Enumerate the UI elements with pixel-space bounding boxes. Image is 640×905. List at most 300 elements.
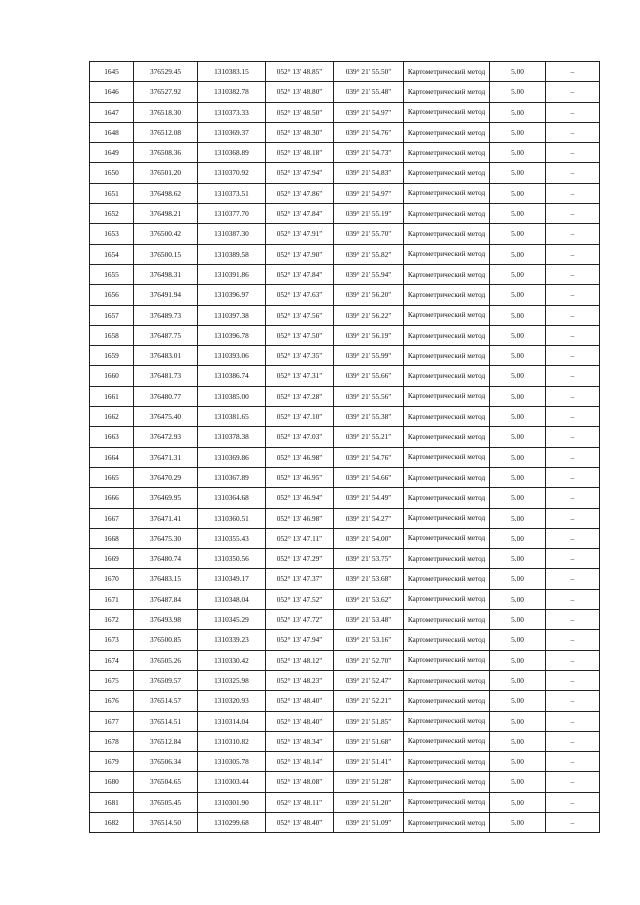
note-cell: – xyxy=(546,508,600,528)
latitude-cell: 052° 13' 47.35" xyxy=(266,346,334,366)
latitude-cell: 052° 13' 47.72" xyxy=(266,610,334,630)
latitude-cell: 052° 13' 47.11" xyxy=(266,528,334,548)
accuracy-cell: 5.00 xyxy=(490,183,546,203)
table-row xyxy=(90,224,600,244)
method-cell: Картометрический метод xyxy=(404,508,490,528)
point-number-cell: 1674 xyxy=(90,650,134,670)
x-coordinate-cell: 376487.75 xyxy=(134,325,198,345)
longitude-cell: 039° 21' 52.70" xyxy=(334,650,404,670)
y-coordinate-cell: 1310349.17 xyxy=(198,569,266,589)
note-cell: – xyxy=(546,630,600,650)
longitude-cell: 039° 21' 56.22" xyxy=(334,305,404,325)
table-row xyxy=(90,711,600,731)
point-number-cell: 1668 xyxy=(90,528,134,548)
x-coordinate-cell: 376509.57 xyxy=(134,670,198,690)
accuracy-cell: 5.00 xyxy=(490,102,546,122)
x-coordinate-cell: 376498.62 xyxy=(134,183,198,203)
accuracy-cell: 5.00 xyxy=(490,447,546,467)
longitude-cell: 039° 21' 55.66" xyxy=(334,366,404,386)
longitude-cell: 039° 21' 54.00" xyxy=(334,528,404,548)
longitude-cell: 039° 21' 53.48" xyxy=(334,610,404,630)
longitude-cell: 039° 21' 56.20" xyxy=(334,285,404,305)
y-coordinate-cell: 1310391.86 xyxy=(198,264,266,284)
method-cell: Картометрический метод xyxy=(404,122,490,142)
point-number-cell: 1678 xyxy=(90,731,134,751)
x-coordinate-cell: 376475.30 xyxy=(134,528,198,548)
x-coordinate-cell: 376508.36 xyxy=(134,143,198,163)
longitude-cell: 039° 21' 55.38" xyxy=(334,407,404,427)
method-cell: Картометрический метод xyxy=(404,528,490,548)
note-cell: – xyxy=(546,143,600,163)
accuracy-cell: 5.00 xyxy=(490,467,546,487)
latitude-cell: 052° 13' 47.84" xyxy=(266,264,334,284)
y-coordinate-cell: 1310377.70 xyxy=(198,204,266,224)
note-cell: – xyxy=(546,467,600,487)
latitude-cell: 052° 13' 48.80" xyxy=(266,82,334,102)
y-coordinate-cell: 1310305.78 xyxy=(198,752,266,772)
note-cell: – xyxy=(546,305,600,325)
table-row xyxy=(90,508,600,528)
accuracy-cell: 5.00 xyxy=(490,407,546,427)
note-cell: – xyxy=(546,366,600,386)
method-cell: Картометрический метод xyxy=(404,427,490,447)
latitude-cell: 052° 13' 47.86" xyxy=(266,183,334,203)
x-coordinate-cell: 376470.29 xyxy=(134,467,198,487)
method-cell: Картометрический метод xyxy=(404,204,490,224)
method-cell: Картометрический метод xyxy=(404,366,490,386)
y-coordinate-cell: 1310303.44 xyxy=(198,772,266,792)
longitude-cell: 039° 21' 55.56" xyxy=(334,386,404,406)
note-cell: – xyxy=(546,569,600,589)
longitude-cell: 039° 21' 55.21" xyxy=(334,427,404,447)
latitude-cell: 052° 13' 48.50" xyxy=(266,102,334,122)
note-cell: – xyxy=(546,589,600,609)
method-cell: Картометрический метод xyxy=(404,569,490,589)
table-row xyxy=(90,752,600,772)
accuracy-cell: 5.00 xyxy=(490,346,546,366)
longitude-cell: 039° 21' 53.75" xyxy=(334,549,404,569)
point-number-cell: 1682 xyxy=(90,812,134,832)
accuracy-cell: 5.00 xyxy=(490,427,546,447)
x-coordinate-cell: 376500.15 xyxy=(134,244,198,264)
x-coordinate-cell: 376514.50 xyxy=(134,812,198,832)
method-cell: Картометрический метод xyxy=(404,792,490,812)
latitude-cell: 052° 13' 47.91" xyxy=(266,224,334,244)
y-coordinate-cell: 1310396.78 xyxy=(198,325,266,345)
accuracy-cell: 5.00 xyxy=(490,752,546,772)
note-cell: – xyxy=(546,528,600,548)
accuracy-cell: 5.00 xyxy=(490,630,546,650)
coordinates-table xyxy=(89,61,600,833)
x-coordinate-cell: 376505.26 xyxy=(134,650,198,670)
method-cell: Картометрический метод xyxy=(404,650,490,670)
x-coordinate-cell: 376501.20 xyxy=(134,163,198,183)
method-cell: Картометрический метод xyxy=(404,488,490,508)
longitude-cell: 039° 21' 55.94" xyxy=(334,264,404,284)
x-coordinate-cell: 376481.73 xyxy=(134,366,198,386)
note-cell: – xyxy=(546,285,600,305)
method-cell: Картометрический метод xyxy=(404,62,490,82)
x-coordinate-cell: 376500.42 xyxy=(134,224,198,244)
point-number-cell: 1669 xyxy=(90,549,134,569)
longitude-cell: 039° 21' 53.68" xyxy=(334,569,404,589)
table-row xyxy=(90,82,600,102)
point-number-cell: 1662 xyxy=(90,407,134,427)
method-cell: Картометрический метод xyxy=(404,224,490,244)
table-row xyxy=(90,650,600,670)
x-coordinate-cell: 376469.95 xyxy=(134,488,198,508)
method-cell: Картометрический метод xyxy=(404,163,490,183)
table-body xyxy=(90,62,600,833)
table-row xyxy=(90,122,600,142)
accuracy-cell: 5.00 xyxy=(490,224,546,244)
longitude-cell: 039° 21' 54.76" xyxy=(334,447,404,467)
y-coordinate-cell: 1310373.33 xyxy=(198,102,266,122)
table-row xyxy=(90,305,600,325)
latitude-cell: 052° 13' 47.29" xyxy=(266,549,334,569)
method-cell: Картометрический метод xyxy=(404,183,490,203)
latitude-cell: 052° 13' 48.18" xyxy=(266,143,334,163)
longitude-cell: 039° 21' 55.19" xyxy=(334,204,404,224)
accuracy-cell: 5.00 xyxy=(490,143,546,163)
latitude-cell: 052° 13' 48.40" xyxy=(266,711,334,731)
y-coordinate-cell: 1310386.74 xyxy=(198,366,266,386)
point-number-cell: 1673 xyxy=(90,630,134,650)
note-cell: – xyxy=(546,691,600,711)
accuracy-cell: 5.00 xyxy=(490,305,546,325)
y-coordinate-cell: 1310360.51 xyxy=(198,508,266,528)
y-coordinate-cell: 1310396.97 xyxy=(198,285,266,305)
x-coordinate-cell: 376487.84 xyxy=(134,589,198,609)
table-row xyxy=(90,143,600,163)
table-row xyxy=(90,427,600,447)
note-cell: – xyxy=(546,346,600,366)
accuracy-cell: 5.00 xyxy=(490,691,546,711)
method-cell: Картометрический метод xyxy=(404,285,490,305)
longitude-cell: 039° 21' 54.27" xyxy=(334,508,404,528)
latitude-cell: 052° 13' 48.08" xyxy=(266,772,334,792)
y-coordinate-cell: 1310301.90 xyxy=(198,792,266,812)
y-coordinate-cell: 1310299.68 xyxy=(198,812,266,832)
longitude-cell: 039° 21' 51.68" xyxy=(334,731,404,751)
accuracy-cell: 5.00 xyxy=(490,650,546,670)
x-coordinate-cell: 376512.84 xyxy=(134,731,198,751)
accuracy-cell: 5.00 xyxy=(490,62,546,82)
latitude-cell: 052° 13' 47.56" xyxy=(266,305,334,325)
accuracy-cell: 5.00 xyxy=(490,589,546,609)
method-cell: Картометрический метод xyxy=(404,630,490,650)
table-row xyxy=(90,407,600,427)
table-row xyxy=(90,285,600,305)
x-coordinate-cell: 376505.45 xyxy=(134,792,198,812)
method-cell: Картометрический метод xyxy=(404,610,490,630)
point-number-cell: 1679 xyxy=(90,752,134,772)
longitude-cell: 039° 21' 53.62" xyxy=(334,589,404,609)
accuracy-cell: 5.00 xyxy=(490,244,546,264)
latitude-cell: 052° 13' 46.94" xyxy=(266,488,334,508)
point-number-cell: 1646 xyxy=(90,82,134,102)
note-cell: – xyxy=(546,812,600,832)
point-number-cell: 1649 xyxy=(90,143,134,163)
point-number-cell: 1656 xyxy=(90,285,134,305)
table-row xyxy=(90,772,600,792)
method-cell: Картометрический метод xyxy=(404,812,490,832)
table-row xyxy=(90,346,600,366)
note-cell: – xyxy=(546,183,600,203)
x-coordinate-cell: 376489.73 xyxy=(134,305,198,325)
method-cell: Картометрический метод xyxy=(404,731,490,751)
latitude-cell: 052° 13' 47.94" xyxy=(266,630,334,650)
latitude-cell: 052° 13' 46.98" xyxy=(266,447,334,467)
latitude-cell: 052° 13' 47.94" xyxy=(266,163,334,183)
y-coordinate-cell: 1310369.86 xyxy=(198,447,266,467)
accuracy-cell: 5.00 xyxy=(490,549,546,569)
x-coordinate-cell: 376518.30 xyxy=(134,102,198,122)
table-row xyxy=(90,691,600,711)
y-coordinate-cell: 1310373.51 xyxy=(198,183,266,203)
x-coordinate-cell: 376480.77 xyxy=(134,386,198,406)
y-coordinate-cell: 1310369.37 xyxy=(198,122,266,142)
latitude-cell: 052° 13' 46.95" xyxy=(266,467,334,487)
note-cell: – xyxy=(546,752,600,772)
x-coordinate-cell: 376498.21 xyxy=(134,204,198,224)
y-coordinate-cell: 1310314.04 xyxy=(198,711,266,731)
longitude-cell: 039° 21' 55.48" xyxy=(334,82,404,102)
longitude-cell: 039° 21' 54.66" xyxy=(334,467,404,487)
longitude-cell: 039° 21' 55.50" xyxy=(334,62,404,82)
latitude-cell: 052° 13' 47.84" xyxy=(266,204,334,224)
point-number-cell: 1647 xyxy=(90,102,134,122)
y-coordinate-cell: 1310320.93 xyxy=(198,691,266,711)
point-number-cell: 1675 xyxy=(90,670,134,690)
latitude-cell: 052° 13' 47.10" xyxy=(266,407,334,427)
note-cell: – xyxy=(546,447,600,467)
note-cell: – xyxy=(546,122,600,142)
longitude-cell: 039° 21' 55.82" xyxy=(334,244,404,264)
method-cell: Картометрический метод xyxy=(404,325,490,345)
latitude-cell: 052° 13' 47.63" xyxy=(266,285,334,305)
table-row xyxy=(90,488,600,508)
note-cell: – xyxy=(546,62,600,82)
method-cell: Картометрический метод xyxy=(404,772,490,792)
x-coordinate-cell: 376471.31 xyxy=(134,447,198,467)
table-row xyxy=(90,569,600,589)
y-coordinate-cell: 1310325.98 xyxy=(198,670,266,690)
method-cell: Картометрический метод xyxy=(404,691,490,711)
y-coordinate-cell: 1310387.30 xyxy=(198,224,266,244)
y-coordinate-cell: 1310339.23 xyxy=(198,630,266,650)
accuracy-cell: 5.00 xyxy=(490,82,546,102)
note-cell: – xyxy=(546,407,600,427)
longitude-cell: 039° 21' 54.83" xyxy=(334,163,404,183)
table-row xyxy=(90,467,600,487)
table-row xyxy=(90,610,600,630)
accuracy-cell: 5.00 xyxy=(490,264,546,284)
latitude-cell: 052° 13' 48.14" xyxy=(266,752,334,772)
method-cell: Картометрический метод xyxy=(404,305,490,325)
note-cell: – xyxy=(546,386,600,406)
longitude-cell: 039° 21' 54.49" xyxy=(334,488,404,508)
note-cell: – xyxy=(546,244,600,264)
table-row xyxy=(90,386,600,406)
method-cell: Картометрический метод xyxy=(404,711,490,731)
note-cell: – xyxy=(546,82,600,102)
point-number-cell: 1650 xyxy=(90,163,134,183)
x-coordinate-cell: 376527.92 xyxy=(134,82,198,102)
method-cell: Картометрический метод xyxy=(404,143,490,163)
y-coordinate-cell: 1310345.29 xyxy=(198,610,266,630)
latitude-cell: 052° 13' 48.34" xyxy=(266,731,334,751)
x-coordinate-cell: 376493.98 xyxy=(134,610,198,630)
x-coordinate-cell: 376506.34 xyxy=(134,752,198,772)
x-coordinate-cell: 376483.01 xyxy=(134,346,198,366)
table-row xyxy=(90,549,600,569)
longitude-cell: 039° 21' 54.97" xyxy=(334,102,404,122)
x-coordinate-cell: 376498.31 xyxy=(134,264,198,284)
point-number-cell: 1654 xyxy=(90,244,134,264)
point-number-cell: 1651 xyxy=(90,183,134,203)
note-cell: – xyxy=(546,264,600,284)
table-row xyxy=(90,204,600,224)
accuracy-cell: 5.00 xyxy=(490,366,546,386)
table-row xyxy=(90,792,600,812)
note-cell: – xyxy=(546,427,600,447)
method-cell: Картометрический метод xyxy=(404,589,490,609)
accuracy-cell: 5.00 xyxy=(490,204,546,224)
point-number-cell: 1652 xyxy=(90,204,134,224)
longitude-cell: 039° 21' 55.99" xyxy=(334,346,404,366)
point-number-cell: 1663 xyxy=(90,427,134,447)
point-number-cell: 1660 xyxy=(90,366,134,386)
note-cell: – xyxy=(546,772,600,792)
table-row xyxy=(90,163,600,183)
point-number-cell: 1661 xyxy=(90,386,134,406)
latitude-cell: 052° 13' 47.31" xyxy=(266,366,334,386)
method-cell: Картометрический метод xyxy=(404,102,490,122)
x-coordinate-cell: 376529.45 xyxy=(134,62,198,82)
table-row xyxy=(90,264,600,284)
accuracy-cell: 5.00 xyxy=(490,610,546,630)
y-coordinate-cell: 1310330.42 xyxy=(198,650,266,670)
note-cell: – xyxy=(546,163,600,183)
latitude-cell: 052° 13' 48.85" xyxy=(266,62,334,82)
latitude-cell: 052° 13' 47.90" xyxy=(266,244,334,264)
latitude-cell: 052° 13' 48.11" xyxy=(266,792,334,812)
table-row xyxy=(90,366,600,386)
accuracy-cell: 5.00 xyxy=(490,122,546,142)
latitude-cell: 052° 13' 46.98" xyxy=(266,508,334,528)
note-cell: – xyxy=(546,670,600,690)
note-cell: – xyxy=(546,204,600,224)
method-cell: Картометрический метод xyxy=(404,670,490,690)
note-cell: – xyxy=(546,731,600,751)
point-number-cell: 1653 xyxy=(90,224,134,244)
table-row xyxy=(90,183,600,203)
point-number-cell: 1667 xyxy=(90,508,134,528)
x-coordinate-cell: 376480.74 xyxy=(134,549,198,569)
y-coordinate-cell: 1310397.38 xyxy=(198,305,266,325)
table-row xyxy=(90,62,600,82)
accuracy-cell: 5.00 xyxy=(490,325,546,345)
point-number-cell: 1659 xyxy=(90,346,134,366)
x-coordinate-cell: 376504.65 xyxy=(134,772,198,792)
table-row xyxy=(90,589,600,609)
y-coordinate-cell: 1310378.38 xyxy=(198,427,266,447)
longitude-cell: 039° 21' 54.97" xyxy=(334,183,404,203)
point-number-cell: 1645 xyxy=(90,62,134,82)
y-coordinate-cell: 1310382.78 xyxy=(198,82,266,102)
y-coordinate-cell: 1310389.58 xyxy=(198,244,266,264)
longitude-cell: 039° 21' 53.16" xyxy=(334,630,404,650)
accuracy-cell: 5.00 xyxy=(490,812,546,832)
y-coordinate-cell: 1310393.06 xyxy=(198,346,266,366)
note-cell: – xyxy=(546,792,600,812)
latitude-cell: 052° 13' 47.03" xyxy=(266,427,334,447)
latitude-cell: 052° 13' 47.50" xyxy=(266,325,334,345)
longitude-cell: 039° 21' 52.47" xyxy=(334,670,404,690)
longitude-cell: 039° 21' 51.41" xyxy=(334,752,404,772)
x-coordinate-cell: 376471.41 xyxy=(134,508,198,528)
note-cell: – xyxy=(546,488,600,508)
accuracy-cell: 5.00 xyxy=(490,488,546,508)
accuracy-cell: 5.00 xyxy=(490,711,546,731)
longitude-cell: 039° 21' 51.85" xyxy=(334,711,404,731)
method-cell: Картометрический метод xyxy=(404,386,490,406)
accuracy-cell: 5.00 xyxy=(490,508,546,528)
method-cell: Картометрический метод xyxy=(404,549,490,569)
method-cell: Картометрический метод xyxy=(404,346,490,366)
y-coordinate-cell: 1310350.56 xyxy=(198,549,266,569)
latitude-cell: 052° 13' 48.30" xyxy=(266,122,334,142)
longitude-cell: 039° 21' 56.19" xyxy=(334,325,404,345)
method-cell: Картометрический метод xyxy=(404,82,490,102)
x-coordinate-cell: 376475.40 xyxy=(134,407,198,427)
point-number-cell: 1672 xyxy=(90,610,134,630)
longitude-cell: 039° 21' 54.76" xyxy=(334,122,404,142)
method-cell: Картометрический метод xyxy=(404,752,490,772)
accuracy-cell: 5.00 xyxy=(490,163,546,183)
longitude-cell: 039° 21' 51.28" xyxy=(334,772,404,792)
note-cell: – xyxy=(546,650,600,670)
point-number-cell: 1658 xyxy=(90,325,134,345)
latitude-cell: 052° 13' 47.37" xyxy=(266,569,334,589)
note-cell: – xyxy=(546,224,600,244)
table-row xyxy=(90,731,600,751)
y-coordinate-cell: 1310368.89 xyxy=(198,143,266,163)
table-row xyxy=(90,670,600,690)
point-number-cell: 1680 xyxy=(90,772,134,792)
accuracy-cell: 5.00 xyxy=(490,792,546,812)
latitude-cell: 052° 13' 48.40" xyxy=(266,691,334,711)
accuracy-cell: 5.00 xyxy=(490,386,546,406)
method-cell: Картометрический метод xyxy=(404,244,490,264)
x-coordinate-cell: 376491.94 xyxy=(134,285,198,305)
accuracy-cell: 5.00 xyxy=(490,731,546,751)
point-number-cell: 1666 xyxy=(90,488,134,508)
note-cell: – xyxy=(546,325,600,345)
table-row xyxy=(90,630,600,650)
accuracy-cell: 5.00 xyxy=(490,670,546,690)
accuracy-cell: 5.00 xyxy=(490,285,546,305)
table-row xyxy=(90,325,600,345)
longitude-cell: 039° 21' 51.09" xyxy=(334,812,404,832)
x-coordinate-cell: 376500.85 xyxy=(134,630,198,650)
x-coordinate-cell: 376472.93 xyxy=(134,427,198,447)
table-row xyxy=(90,812,600,832)
point-number-cell: 1681 xyxy=(90,792,134,812)
table-row xyxy=(90,102,600,122)
accuracy-cell: 5.00 xyxy=(490,528,546,548)
